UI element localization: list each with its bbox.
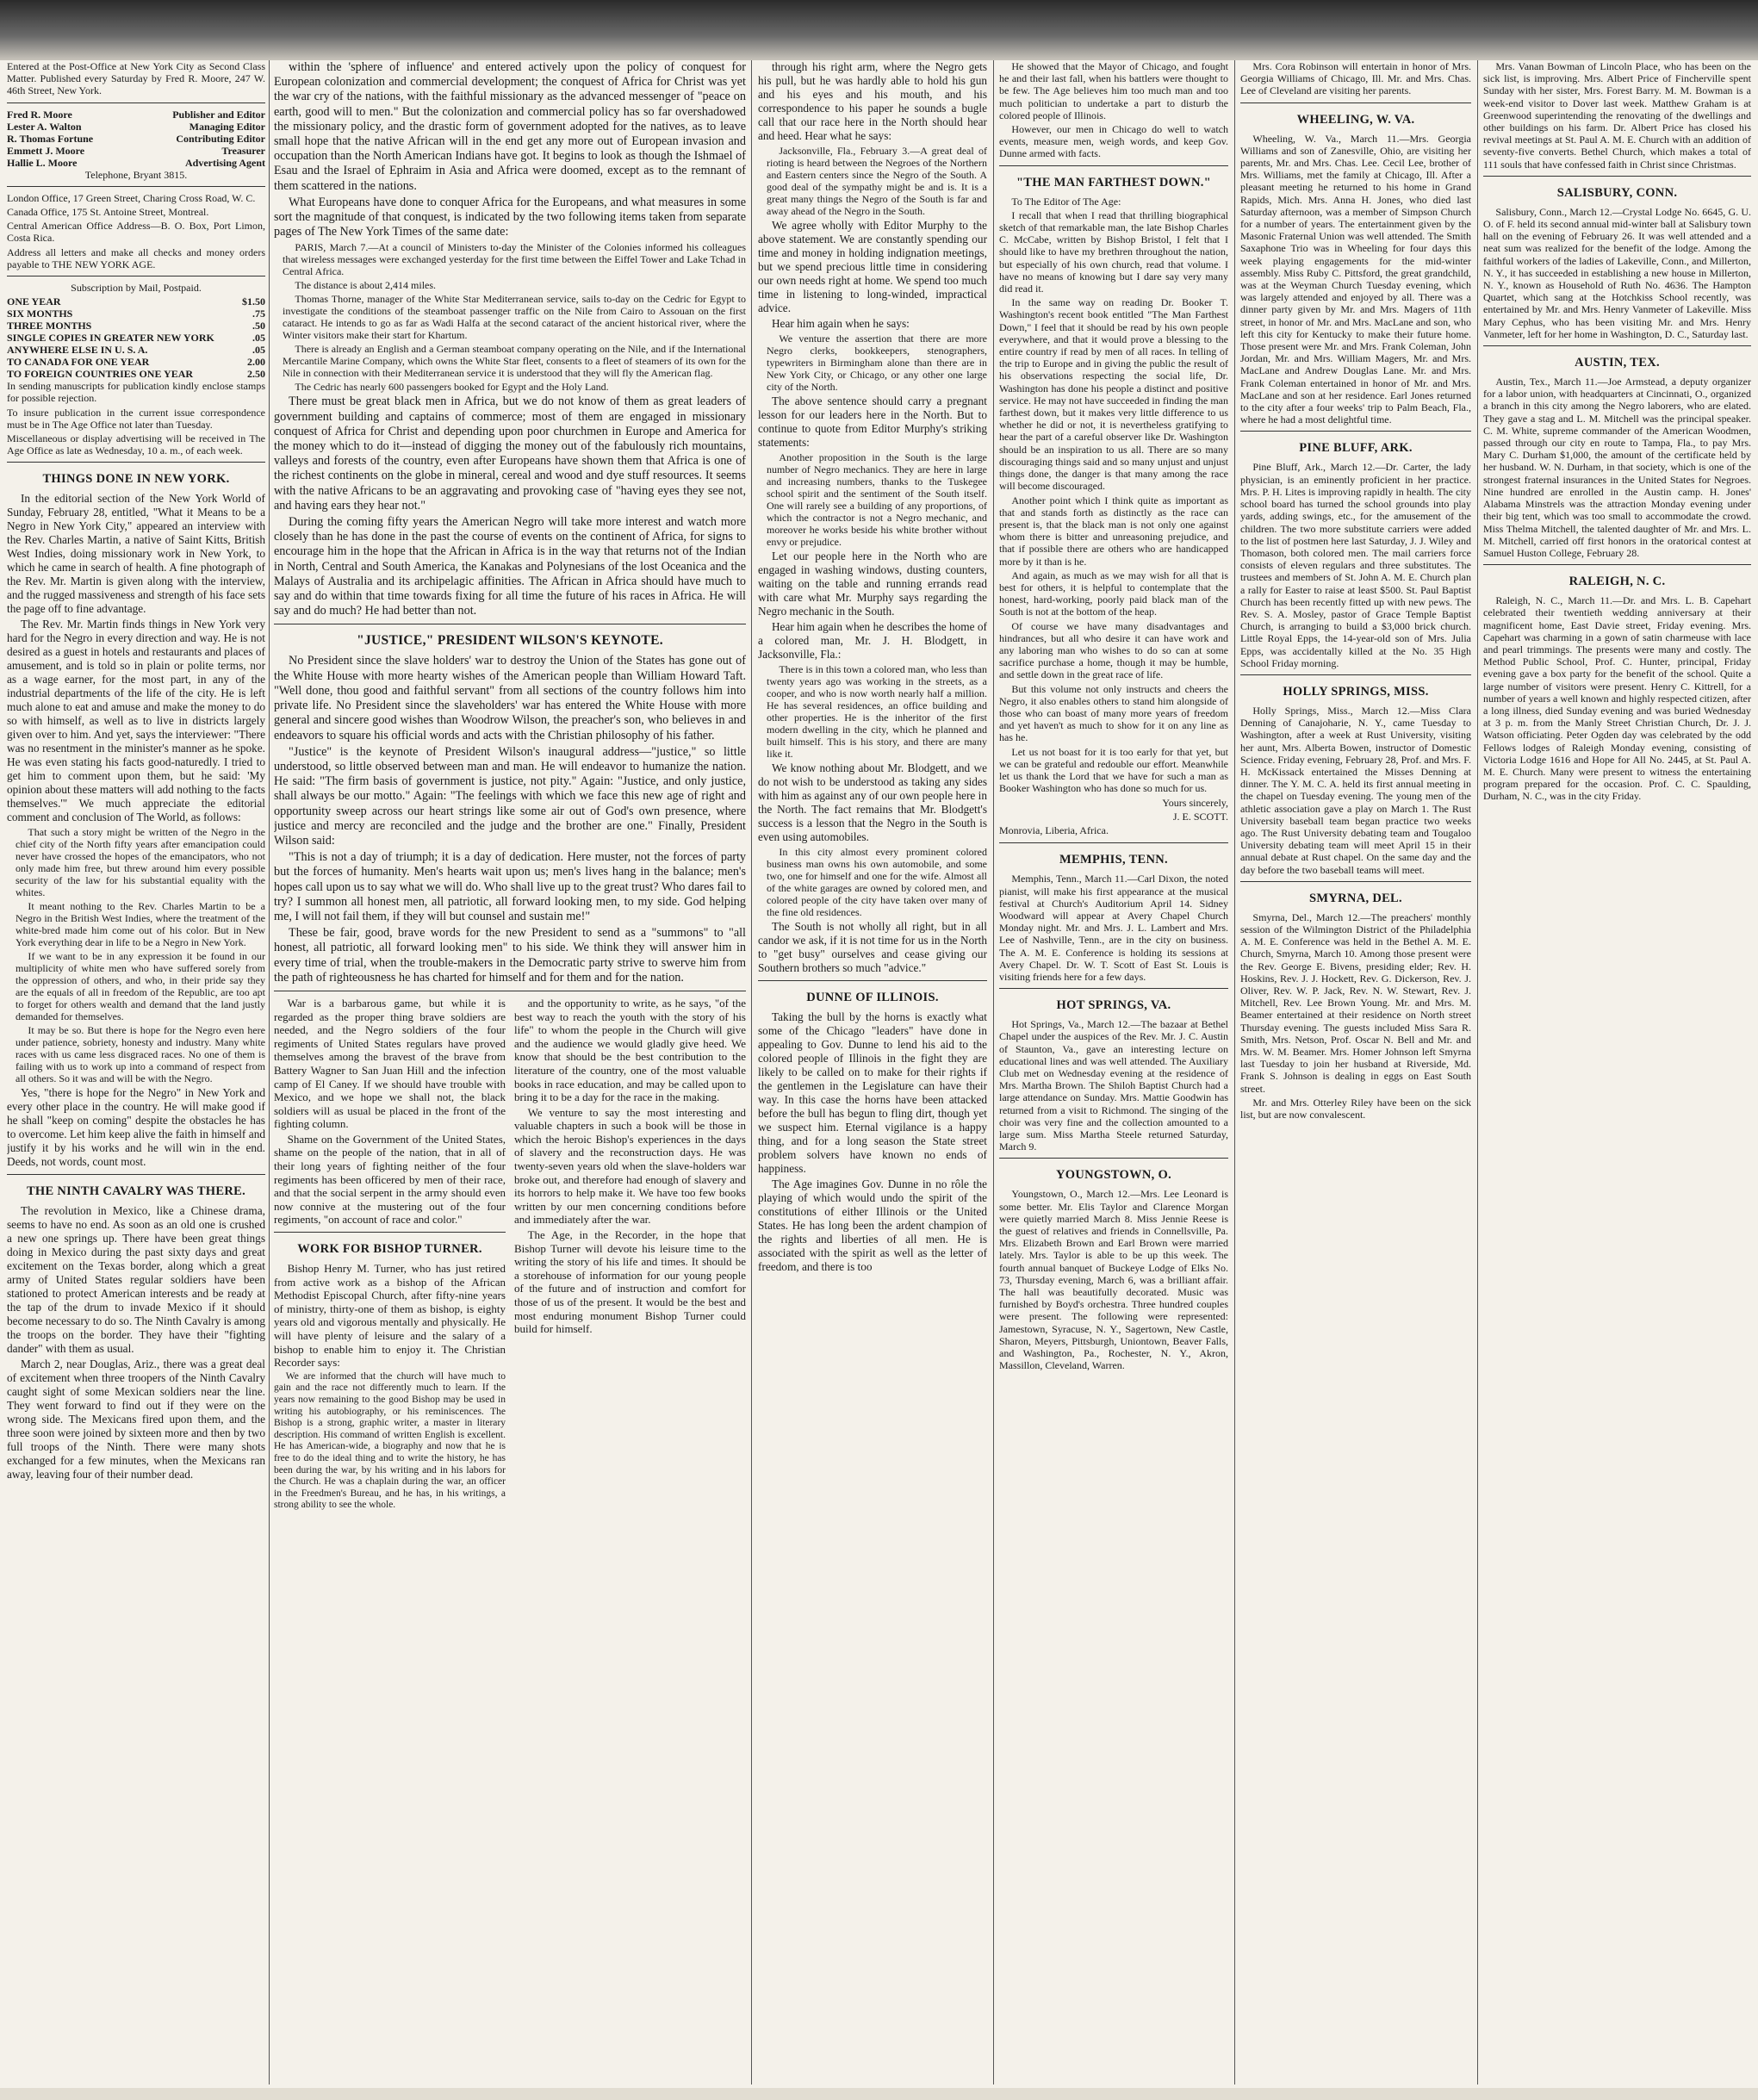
paragraph: Wheeling, W. Va., March 11.—Mrs. Georgia Williams and son of Zanesville, Ohio, are visiting her parents, Mr. and Mrs. Chas. Lee. Cecil Lee, brother of Mrs. Williams, met the family at Chicago, Ill. After a pleasant meeting he returned to his home in Grand Rapids, Mich. Mrs. Anna H. Jones, who died last Saturday afternoon, was a member of Simpson Church for a number of years. The entertainment given by the Masonic Fraternal Union was well attended. The Smith Saxaphone Trio was in Wheeling for four days this week playing engagements for the mid-winter assembly. Miss Ruby C. Pittsford, the great grandchild, was at the Weyman Church Tuesday evening, which was largely attended and enjoyed by all. There was a dinner party given by Mr. and Mrs. Magers of 11th street, in honor of Mr. and Mrs. MacLane and son, who left this city for Kentucky to make their future home. Those present were Mr. and Mrs. Frank Coleman, John Jordan, Mr. and Mrs. William Magers, Mr. and Mrs. MacLane and Andrew Douglas Lane. Mr. and Mrs. Frank Coleman entertained in honor of Mr. and Mrs. MacLane and son at her residence. Earl Jones returned to the city after a four weeks' trip to Palm Beach, Fla., where he had a most delightful time. (1240, 132, 1471, 426)
page-bottom-edge (0, 2088, 1758, 2100)
paragraph: The Age, in the Recorder, in the hope that Bishop Turner will devote his leisure time to the writing the story of his life and times. It should be a storehouse of information for our young people of the future and of instruction and comfort for those of us of the present. It would be the best and most enduring monument Bishop Turner could build for himself. (514, 1228, 746, 1336)
split-columns (274, 997, 746, 1513)
paragraph: The above sentence should carry a pregnant lesson for our leaders here in the North. But to continue to quote from Editor Murphy's striking statements: (758, 395, 987, 449)
column-rule (993, 60, 994, 2084)
quotation (274, 241, 746, 393)
rate-price: 2.00 (247, 356, 265, 369)
paragraph: During the coming fifty years the American Negro will take more interest and watch more closely than he has done in the past the course of events on the continent of Africa, for signs to encourage him in the hope that the African in Africa is in the way that returns not of the Indian in North, Central and South America, the Kanakas and Polynesians of the lost Oceanica and the Malays of Australia and its archipelagic affinities. The African in Africa should have much to say and do within that time towards fixing for all time the future of his races in Africa. He will say and do much? He had better than not. (274, 515, 746, 618)
masthead-note: In sending manuscripts for publication kindly enclose stamps for possible rejection. (7, 380, 265, 405)
quotation (758, 332, 987, 393)
paragraph: The South is not wholly all right, but in all candor we ask, if it is not time for us in the North to "get busy" ourselves and cease giving our Southern brothers so much "advice." (758, 920, 987, 974)
office-address: Central American Office Address—B. O. Box, Port Limon, Costa Rica. (7, 220, 265, 245)
masthead-entered: Entered at the Post-Office at New York City as Second Class Matter. Published every Saturday by Fred R. Moore, 247 W. 46th Street, New York. (7, 60, 265, 97)
column-rule (751, 60, 752, 2084)
divider (999, 1158, 1228, 1159)
office-address: London Office, 17 Green Street, Charing Cross Road, W. C. (7, 191, 256, 204)
column-rule (269, 60, 270, 2084)
column-1 (7, 60, 265, 2084)
rate-label: SIX MONTHS (7, 308, 73, 320)
paragraph: within the 'sphere of influence' and entered actively upon the policy of conquest for European colonization and commercial development; the conquest of Africa for Christ was yet the war cry of the nations, with the faithful missionary as the advanced messenger of "peace on earth, good will to men." But the colonization and commercial policy has so far overshadowed the missionary policy, and the drastic form of government adopted for the natives, as to leave small hope that the native African will in the end get any more out of European invasion and occupation than the North American Indians have got. It begins to look as though the Ishmael of Esau and the Israel of Ephraim in Asia and Africa were doomed, except as to the remnant of them scattered in the nations. (274, 60, 746, 193)
staff-name: Lester A. Walton (7, 120, 82, 133)
quotation (758, 451, 987, 548)
divider (999, 842, 1228, 843)
paragraph: Raleigh, N. C., March 11.—Dr. and Mrs. L. B. Capehart celebrated their twentieth wedding anniversary at their magnificent home, East Davie street, Friday evening. Mrs. Capehart was charming in a gown of satin charmeuse with lace and pearl trimmings. The presents were many and costly. The Method Public School, Prof. C. Hunter, principal, Friday evening gave a box party for the benefit of the school. Quite a large number of visitors were present. Henry C. Kittrell, for a number of years a well known and highly respected citizen, after a long illness, died Sunday evening and was buried Wednesday at 3 p. m. from the Manly Street Christian Church, Dr. J. J. Watson officiating. Peter Ogden day was celebrated by the odd Fellows lodges of Raleigh Monday evening, consisting of Victoria Lodge 1616 and Hope for All No. 2445, at St. Paul A. M. E. Church. Many were present to witness the entertaining program prepared for the occasion. Prof. C. C. Spaulding, Durham, N. C., was in the city Friday. (1483, 594, 1751, 803)
headline-holly-springs: HOLLY SPRINGS, MISS. (1283, 684, 1429, 699)
masthead-note: Miscellaneous or display advertising will be received in The Age Office as late as Wednesday, 10 a. m., of each week. (7, 432, 265, 457)
paragraph: Mr. and Mrs. Otterley Riley have been on the sick list, but are now convalescent. (1240, 1096, 1471, 1121)
paragraph: The Rev. Mr. Martin finds things in New York very hard for the Negro in every direction and way. He is not desired as a guest in hotels and restaurants and places of amusement, and is told so in plain or polite terms, nor as a wage earner, for the most part, in any of the industrial departments of the life of the city. He is left much alone to eat and amuse and make the money to do so with himself, as well as to live in districts largely given over to him. And yet, says the interviewer: "There was no resentment in the minister's manner as he spoke. He was even stating his facts good-naturedly. I tried to get him to comment upon them, but he said: 'My opinion about these matters will add nothing to the facts themselves.'" We much appreciate the editorial comment and conclusion of The World, as follows: (7, 618, 265, 824)
quote-paragraph: If we want to be in any expression it be found in our multiplicity of white men who have suffered sorely from the oppression of others, and who, in their pride say they are the equals of all in freedom of the Republic, are too apt to forget for others wealth and demand that the land justly demanded for themselves. (16, 950, 265, 1023)
divider (1483, 345, 1751, 346)
headline-justice: "JUSTICE," PRESIDENT WILSON'S KEYNOTE. (357, 633, 663, 649)
paragraph: In the editorial section of the New York World of Sunday, February 28, entitled, "What it Means to be a Negro in New York City," appeared an interview with the Rev. Charles Martin, a native of Saint Kitts, British West Indies, doing missionary work in New York, to which he came in search of health. A fine photograph of the Rev. Mr. Martin is given along with the interview, and the rugged massiveness and strength of his face sets the page off to fine advantage. (7, 492, 265, 616)
paragraph: What Europeans have done to conquer Africa for the Europeans, and what measures in some sort the magnitude of that conquest, is indicated by the two following items taken from separate pages of The New York Times of the same date: (274, 195, 746, 239)
paragraph: We know nothing about Mr. Blodgett, and we do not wish to be understood as taking any sides with him as against any of our own people here in the North. The fact remains that Mr. Blodgett's success is a lesson that the Negro in the South is even using automobiles. (758, 761, 987, 843)
headline-hot-springs: HOT SPRINGS, VA. (1056, 998, 1171, 1013)
headline-austin: AUSTIN, TEX. (1575, 356, 1660, 370)
office-address: Address all letters and make all checks and money orders payable to THE NEW YORK AGE. (7, 245, 265, 270)
rate-label: ONE YEAR (7, 295, 61, 308)
divider (274, 1232, 506, 1233)
headline-dunne: DUNNE OF ILLINOIS. (806, 991, 939, 1004)
paragraph: However, our men in Chicago do well to watch events, measure men, weigh words, and keep Gov. Dunne armed with facts. (999, 123, 1228, 160)
rate-label: SINGLE COPIES IN GREATER NEW YORK (7, 332, 214, 345)
quotation (7, 826, 265, 1084)
staff-row (7, 157, 265, 169)
paragraph: We are informed that the church will have much to gain and the race not differently much to learn. If the years now remaining to the good Bishop may be used in writing his autobiography, or his reminiscences. The Bishop is a strong, graphic writer, a master in literary description. His command of written English is excellent. He has American-wide, a biography and now that he is free to do the ideal thing and to write the history, he has been during the war, by his writing and in his labors for the Church. He was a chaplain during the war, an officer in the Freedmen's Bureau, and he has, in his writings, a strong ability to see the whole. (274, 1370, 506, 1511)
headline-salisbury: SALISBURY, CONN. (1556, 185, 1678, 200)
quote-paragraph: That such a story might be written of the Negro in the chief city of the North fifty years after emancipation could never have crossed the hopes of the emancipators, who not only made him free, but threw around him every possible security of the law for his substantial equality with the whites. (16, 826, 265, 899)
paragraph: Let us not boast for it is too early for that yet, but we can be grateful and redouble our effort. Meanwhile let us thank the Lord that we have for such a man as Booker Washington who has done so much for us. (999, 745, 1228, 795)
headline-memphis: MEMPHIS, TENN. (1059, 853, 1168, 867)
divider (1240, 431, 1471, 432)
quote-paragraph: Jacksonville, Fla., February 3.—A great deal of rioting is heard between the Negroes of the Northern and Eastern centers since the Negro of the South. A good deal of the sympathy might be and is. It is a great many things the Negro of the South is far and away ahead of the Negro in the South. (767, 145, 987, 217)
quote-paragraph: The Cedric has nearly 600 passengers booked for Egypt and the Holy Land. (295, 381, 609, 394)
rate-row (7, 344, 265, 356)
paragraph: Pine Bluff, Ark., March 12.—Dr. Carter, the lady physician, is an eminently proficient in her practice. Mrs. P. H. Lites is improving rapidly in health. The city school board has turned the school grounds into play yards, adding swings, etc., for the amusement of the children. The two more substitute carriers were added to the list of postmen here last Saturday, J. J. Wiley and Thomason, both colored men. The mail carriers force consists of eleven regulars and three substitutes. The trustees and members of St. John A. M. E. Church plan a rally for Easter to raise at least $500. St. Paul Baptist Church has been recently fitted up with new pews. The Rev. S. A. Mosley, pastor of Grace Temple Baptist Church, is arranging to build a $3,000 brick church. Little Royal Epps, the 14-year-old son of Mrs. Julia Epps, was accidentally killed at the No. 35 High School Friday morning. (1240, 461, 1471, 669)
column-2 (274, 60, 746, 2084)
paragraph: Salisbury, Conn., March 12.—Crystal Lodge No. 6645, G. U. O. of F. held its second annual mid-winter ball at Salisbury town hall on the evening of February 26. It was well attended and a neat sum was realized for the benefit of the lodge. Among the faithful workers of the ladies of Lakeville, Conn., and Millerton, N. Y., it has succeeded in establishing a new house in Millerton, N. Y., known as Household of Ruth No. 4636. The Hampton Quartet, which sang at the Hotchkiss School recently, was entertained by Mr. and Mrs. Henry Vanmeter of Lakeville. Miss Mary Cephus, who has been visiting Mr. and Mrs. Henry Vanmeter, left for her home in Washington, D. C., Saturday last. (1483, 205, 1751, 340)
paragraph: We venture to say the most interesting and valuable chapters in such a book will be those in which the heroic Bishop's experiences in the days of slavery and the reconstruction days. He was twenty-seven years old when the slave-holders war broke out, and therefore had enough of slavery and its horrors to help make it. We have too few books written by our men concerning conditions before and immediately after the war. (514, 1105, 746, 1227)
paragraph: Youngstown, O., March 12.—Mrs. Lee Leonard is some better. Mr. Elis Taylor and Clarence Morgan were quietly married March 8. Miss Jennie Reese is the guest of relatives and friends in Connellsville, Pa. Mrs. Elizabeth Brown and Earl Brown were married lately. Mrs. Taylor is able to be up this week. The fourth annual banquet of Buckeye Lodge of Elks No. 73, Thursday evening, March 6, was a brilliant affair. The hall was beautifully decorated. Music was furnished by Boyd's orchestra. Three hundred couples were present. The following were represented: Jamestown, Syracuse, N. Y., Sagertown, New Castle, Sharon, Meyers, Pittsburgh, Uniontown, Beaver Falls, and Washington, Pa., Rochester, N. Y., Akron, Massillon, Cleveland, Warren. (999, 1188, 1228, 1372)
headline-man-farthest-down: "THE MAN FARTHEST DOWN." (1016, 175, 1212, 189)
paragraph: We agree wholly with Editor Murphy to the above statement. We are constantly spending our time and money in holding indignation meetings, but we spend precious little time in considering our own needs right at home. We spend too much time in listening to long-winded, impractical advice. (758, 219, 987, 314)
paragraph: He showed that the Mayor of Chicago, and fought he and their last fall, when his battlers were thought to be few. The Age believes him too much man and too much politician to undertake a part to disturb the colored people of Illinois. (999, 60, 1228, 121)
paragraph: Bishop Henry M. Turner, who has just retired from active work as a bishop of the African Methodist Episcopal Church, after fifty-nine years of ministry, thirty-one of them as bishop, is eighty years old and vigorous mentally and physically. He will have plenty of leisure and the salary of a bishop to enable him to enjoy it. The Christian Recorder says: (274, 1262, 506, 1370)
quote-paragraph: In this city almost every prominent colored business man owns his own automobile, and some two, one for himself and one for the wife. Almost all of the white garages are owned by colored men, and colored people of the city have taken over many of the fine old residences. (767, 846, 987, 918)
subscription-title: Subscription by Mail, Postpaid. (71, 282, 202, 295)
paragraph: Of course we have many disadvantages and hindrances, but all who desire it can have work and any laboring man who wishes to do so can at some sacrifice purchase a home, though it may be humble, and settle down in the great race of life. (999, 619, 1228, 681)
column-3 (758, 60, 987, 2084)
divider (758, 980, 987, 981)
rate-price: .05 (252, 332, 265, 345)
quote-paragraph: We venture the assertion that there are more Negro clerks, bookkeepers, stenographers, typewriters in Birmingham alone than there are in New York City, or Chicago, or any other one large city of the North. (767, 332, 987, 393)
paragraph: Holly Springs, Miss., March 12.—Miss Clara Denning of Canajoharie, N. Y., came Tuesday to Washington, after a week at Rust University, visiting her aunt, Mrs. Alberta Bowen, instructor of Domestic Science. Friday evening, February 28, Prof. and Mrs. F. H. McKissack entertained the Misses Denning at dinner. The Y. M. C. A. held its first annual meeting in the chapel on Tuesday evening. The young men of the athletic association gave a play on March 1. The Rust University baseball team began practice two weeks ago. The Rust University debating team and Tougaloo University debating team will meet April 15 in their annual debate at Rust chapel. On the same day and the day before the two baseball teams will meet. (1240, 704, 1471, 876)
paragraph: Mrs. Vanan Bowman of Lincoln Place, who has been on the sick list, is improving. Mrs. Albert Price of Fincherville spent Sunday with her sister, Mrs. Forest Barry. M. M. Bowman is a week-end visitor to Dover last week. Matthew Graham is at Greenwood superintending the renovating of the dwellings and other buildings on his farm. Dr. Albert Price has closed his revival meetings at St. Paul A. M. E. Church with an addition of seventy-five converts. Bethel Church, which makes a total of 111 souls that have confessed faith in Christ since Christmas. (1483, 60, 1751, 171)
paragraph: In the same way on reading Dr. Booker T. Washington's recent book entitled "The Man Farthest Down," I feel that it should be read by his own people everywhere, and that it would prove a blessing to the entire country if read by men of all races. In telling of the trip to Europe and in giving the public the result of his observations respecting the social life, Dr. Washington has done his people a distinct and positive service. He may not have succeeded in finding the man farthest down, but it makes very little difference to us whether he did or not, it is nevertheless gratifying to hear the part of a careful observer like Dr. Washington should be an inspiration to us all. There are so many discouraging things said and so many unjust and unjust things done, the danger is that many among the race will become discouraged. (999, 296, 1228, 493)
paragraph: To The Editor of The Age: (1011, 195, 1121, 208)
paragraph: Smyrna, Del., March 12.—The preachers' monthly session of the Wilmington District of the Philadelphia A. M. E. Conference was held in the Bethel A. M. E. Church, Smyrna, March 10. Among those present were the Rev. George E. Bivens, presiding elder; Rev. H. Hoskins, Rev. J. J. Hockett, Rev. G. Dickerson, Rev. J. Oliver, Rev. W. P. Jack, Rev. N. W. Stewart, Rev. J. Mitchell, Rev. Lee Brown Young. Mr. and Mrs. M. Beamer entertained at their residence on North street Thursday evening. The guests included Miss Sara R. Smith, Mrs. Netson, Prof. Oscar N. Bell and Mr. and Mrs. W. M. Beamer. Mrs. Homer Johnson left Smyrna last Tuesday to join her husband at Riverside, Md. Frank S. Johnson is dealing in eggs on East South street. (1240, 910, 1471, 1095)
staff-role: Contributing Editor (176, 132, 265, 145)
divider (1240, 881, 1471, 882)
quote-paragraph: PARIS, March 7.—At a council of Ministers to-day the Minister of the Colonies informed his colleagues that wireless messages were exchanged yesterday for the first time between the Eiffel Tower and Lake Tchad in Central Africa. (283, 241, 746, 278)
divider (7, 462, 265, 463)
headline-ninth-cavalry: THE NINTH CAVALRY WAS THERE. (26, 1184, 246, 1199)
staff-name: Hallie L. Moore (7, 156, 78, 169)
paragraph: Shame on the Government of the United States, shame on the people of the nation, that in all of their long years of fighting neither of the four regiments has been officered by men of their race, and that the social serpent in the army should even now connive at the mustering out of the four regiments, "on account of race and color." (274, 1132, 506, 1227)
divider (1240, 674, 1471, 675)
rate-row (7, 308, 265, 320)
divider (999, 165, 1228, 166)
column-rule (1234, 60, 1235, 2084)
staff-row (7, 121, 265, 133)
quote-paragraph: There is already an English and a German steamboat company operating on the Nile, and if the International Mercantile Marine Company, which owns the White Star fleet, consents to a fleet of steamers of its own for the Nile in connection with their Mediterranean service it is understood that they will fly the American flag. (283, 343, 746, 380)
divider (7, 186, 265, 187)
rate-price: 2.50 (247, 368, 265, 381)
paragraph: Austin, Tex., March 11.—Joe Armstead, a deputy organizer for a labor union, with headquarters at Cincinnati, O., organized a branch in this city among the Negro laborers, who are elated. They gave a stag and L. M. Mitchell was the principal speaker. C. M. White, supreme commander of the American Woodmen, passed through our city en route to Tampa, Fla., to pay Mrs. Mary C. Durham $1,000, the amount of the certificate held by her husband. W. N. Durham, in that society, which is one of the strongest fraternal insurances in the United States for Negroes. Nine hundred are enrolled in the Austin camp. H. Jones' Alabama Minstrels was the attraction Monday evening under their big tent, which was too small to accommodate the crowd. Miss Thelma Mitchell, the talented daughter of Mr. and Mrs. L. M. Mitchell, carried off first honors in the oratorical contest at Samuel Huston College, February 28. (1483, 376, 1751, 559)
office-address: Canada Office, 175 St. Antoine Street, Montreal. (7, 206, 209, 219)
staff-row (7, 133, 265, 145)
masthead (7, 60, 265, 457)
quote-paragraph: It may be so. But there is hope for the Negro even here under patience, sobriety, honesty and industry. Many white races with us came less disgraced races. No one of them is failing with us to work up into a command of respect from all others. So it was and will be with the Negro. (16, 1024, 265, 1085)
paragraph: Taking the bull by the horns is exactly what some of the Chicago "leaders" have done in appealing to Gov. Dunne to lend his aid to the colored people of Illinois in the fight they are likely to be called on to make for their rights if the gentlemen in the Legislature can have their way. In this case the horns have been attacked before the bull has begun to fling dirt, though yet we suspect him. Eternal vigilance is a happy thing, and for a long season the State street problem solvers have known no ends of happiness. (758, 1010, 987, 1175)
headline-smyrna: SMYRNA, DEL. (1309, 891, 1402, 905)
divider (1483, 176, 1751, 177)
paragraph: and the opportunity to write, as he says, "of the best way to reach the youth with the story of his life" to whom the people in the Church will give and the audience we would gladly give heed. We know that should be the best contribution to the literature of the country, one of the most valuable books in race education, and may be called upon to bring it to be a day for the race in the making. (514, 996, 746, 1104)
quotation (758, 846, 987, 918)
paragraph: "This is not a day of triumph; it is a day of dedication. Here muster, not the forces of party but the forces of humanity. Men's hearts wait upon us; men's lives hang in the balance; men's hopes call upon us to say what we will do. Who shall live up to the great trust? Who dares fail to try? I summon all honest men, all patriotic, all forward looking men, to my side. God helping me, I will not fail them, if they will but counsel and sustain me!" (274, 850, 746, 923)
staff-name: Emmett J. Moore (7, 144, 85, 157)
staff-role: Treasurer (221, 144, 265, 157)
paragraph: No President since the slave holders' war to destroy the Union of the States has gone out of the White House with more hearty wishes of the American people than William Howard Taft. "Well done, thou good and faithful servant" from all sections of the country follows him into private life. No President since the slaveholders' war has entered the White House with more general and sincere good wishes than Woodrow Wilson, the preacher's son, who believes in and endeavors to square his official words and acts with the Christian philosophy of his father. (274, 654, 746, 742)
paragraph: Memphis, Tenn., March 11.—Carl Dixon, the noted pianist, will make his first appearance at the musical festival at Church's Auditorium April 14. Sidney Woodward will appear at Avery Chapel Church Monday night. Mr. and Mrs. J. L. Lambert and Mrs. Lee of Nashville, Tenn., are in the city on business. The A. M. E. Conference is holding its sessions at Avery Chapel. Dr. W. T. Scott of East St. Louis is visiting friends here for a few days. (999, 873, 1228, 983)
staff-row (7, 109, 265, 121)
paragraph: Hear him again when he describes the home of a colored man, Mr. J. H. Blodgett, in Jacksonville, Fla.: (758, 620, 987, 661)
rate-row (7, 320, 265, 332)
page-top-shadow (0, 0, 1758, 60)
headline-new-york: THINGS DONE IN NEW YORK. (42, 472, 230, 487)
paragraph: Yes, "there is hope for the Negro" in New York and every other place in the country. He will make good if he shall "keep on coming" despite the obstacles he has to overcome. Let him keep alive the faith in himself and justify it by his works and he will win in the end. Deeds, not words, count most. (7, 1086, 265, 1169)
paragraph: The revolution in Mexico, like a Chinese drama, seems to have no end. As soon as an old one is crushed a new one springs up. There have been great things doing in Mexico during the past sixty days and great excitement on the Texas border, along which a great army of United States regular soldiers have been stationed to protect American interests and be ready at the tap of the drum to invade Mexico if it should become necessary to do so. The Ninth Cavalry is among the troops on the border. They have their "fighting dander" with them as usual. (7, 1204, 265, 1356)
column-6 (1483, 60, 1751, 2084)
column-rule (1477, 60, 1478, 2084)
rate-label: THREE MONTHS (7, 320, 92, 332)
column-5 (1240, 60, 1471, 2084)
rate-price: .75 (252, 308, 265, 320)
paragraph: through his right arm, where the Negro gets his pull, but he was hardly able to hold his gun and his eyes and his mouth, and his correspondence to his paper he sounds a bugle call that our race here in the North should hear and heed. Hear what he says: (758, 60, 987, 142)
staff-role: Managing Editor (189, 120, 265, 133)
rate-label: TO FOREIGN COUNTRIES ONE YEAR (7, 368, 194, 381)
rate-label: TO CANADA FOR ONE YEAR (7, 356, 150, 369)
paragraph: There must be great black men in Africa, but we do not know of them as great leaders of government building and captains of commerce; most of them are engaged in missionary conquest of Africa for Christ and depending upon poor churchmen in Europe and America for the money which to do it—instead of digging the money out of the fabulously rich mountains, valleys and forests of the country, even after Europeans have shown them that Africa is one of the richest continents on the globe in mineral, cereal and wood and dye stuff resources. It seems with the native Africans to be an aggravating and provoking case of "having eyes they see not, and having ears they hear not." (274, 395, 746, 513)
quotation (758, 145, 987, 217)
signature-place: Monrovia, Liberia, Africa. (999, 824, 1109, 837)
paragraph: These be fair, good, brave words for the new President to send as a "summons" to "all honest, all patriotic, all forward looking men" to his side. We think they will answer him in every time of trial, when the trouble-makers in the Democratic party strive to swerve him from the path of righteousness he has charted for himself and for them and for the nation. (274, 926, 746, 985)
masthead-note: To insure publication in the current issue correspondence must be in The Age Office not later than Tuesday. (7, 406, 265, 431)
paragraph: The Age imagines Gov. Dunne in no rôle the playing of which would undo the spirit of the constitutions of either Illinois or the United States. He has long been the ardent champion of the rights and liberties of all men. He is associated with the spirit as well as the letter of freedom, and there is too (758, 1177, 987, 1273)
rate-label: ANYWHERE ELSE IN U. S. A. (7, 344, 148, 357)
headline-raleigh: RALEIGH, N. C. (1569, 575, 1666, 589)
paragraph: Another point which I think quite as important as that and stands forth as distinctly as the race can present is, that the black man is not only one against whom there is bitter and unreasoning prejudice, and that if possible there are others who are handicapped more by it than is he. (999, 494, 1228, 568)
paragraph: War is a barbarous game, but while it is regarded as the proper thing brave soldiers are needed, and the Negro soldiers of the four regiments of United States regulars have proved themselves among the bravest of the brave from Battery Wagner to San Juan Hill and the infection camp of El Caney. If we should have trouble with Mexico, and we hope we shall not, the black soldiers will as usual be placed in the front of the fighting column. (274, 996, 506, 1131)
paragraph: Mrs. Cora Robinson will entertain in honor of Mrs. Georgia Williams of Chicago, Ill. Mr. and Mrs. Chas. Lee of Cleveland are visiting her parents. (1240, 60, 1471, 97)
rate-price: .50 (252, 320, 265, 332)
telephone: Telephone, Bryant 3815. (84, 168, 188, 181)
quote-paragraph: Thomas Thorne, manager of the White Star Mediterranean service, sails to-day on the Cedric for Egypt to investigate the conditions of the steamboat passenger traffic on the Nile from Cairo to Assouan on the first cataract. He intends to go as far as Wadi Halfa at the second cataract of the ancient historical river, where the Winter visitors make their start for Khartum. (283, 293, 746, 342)
headline-youngstown: YOUNGSTOWN, O. (1055, 1168, 1172, 1183)
column-4 (999, 60, 1228, 2084)
paragraph: Let our people here in the North who are engaged in washing windows, dusting counters, waiting on the table and running errands read with care what Mr. Murphy says regarding the Negro mechanic in the South. (758, 550, 987, 618)
signature-name: J. E. SCOTT. (1172, 811, 1228, 823)
paragraph: Hot Springs, Va., March 12.—The bazaar at Bethel Chapel under the auspices of the Rev. Mr. J. C. Austin of Staunton, Va., gave an interesting lecture on educational lines and was well attended. The Auxiliary Club met on Wednesday evening at the residence of Mrs. Martha Brown. The Shiloh Baptist Church had a large attendance on Sunday. Mrs. Mattie Goodwin has returned from a visit to Richmond. The singing of the choir was very fine and the collection amounted to a large sum. Miss Martha Steele returned Saturday, March 9. (999, 1018, 1228, 1153)
quote-paragraph: It meant nothing to the Rev. Charles Martin to be a Negro in the British West Indies, where the treatment of the white-bred made him come out of his color. But in New York everything dear in life to be a Negro in New York. (16, 900, 265, 949)
paragraph: And again, as much as we may wish for all that is best for others, it is helpful to contemplate that the honest, hard-working, poorly paid black man of the South is not at the bottom of the heap. (999, 568, 1228, 618)
headline-wheeling: WHEELING, W. VA. (1296, 112, 1415, 127)
staff-name: R. Thomas Fortune (7, 132, 94, 145)
paragraph: But this volume not only instructs and cheers the Negro, it also enables others to stand him alongside of those who can boast of many more years of freedom and yet haven't as much to show for it on any line as has he. (999, 682, 1228, 744)
rate-price: $1.50 (242, 295, 265, 308)
rate-row (7, 368, 265, 380)
paragraph: I recall that when I read that thrilling biographical sketch of that remarkable man, the late Bishop Charles C. McCabe, written by Bishop Bristol, I felt that I should like to have my brethren throughout the nation, but especially of his own church, read that volume. I have no means of knowing but I dare say very many did read it. (999, 208, 1228, 295)
headline-bishop-turner: WORK FOR BISHOP TURNER. (297, 1242, 482, 1257)
rate-row (7, 295, 265, 308)
rate-row (7, 356, 265, 368)
quote-paragraph: There is in this town a colored man, who less than twenty years ago was working in the streets, as a cooper, and who is now worth nearly half a million. He has several residences, an office building and other properties. He is the inheritor of the first modern dwelling in the city, which he planned and built himself. This is his story, and there are many like it. (767, 663, 987, 760)
paragraph: Hear him again when he says: (771, 317, 910, 330)
staff-role: Publisher and Editor (172, 108, 265, 121)
quote-paragraph: The distance is about 2,414 miles. (295, 279, 437, 292)
rate-price: .05 (252, 344, 265, 357)
subcolumn-left (274, 997, 506, 1513)
staff-row (7, 145, 265, 157)
subcolumn-right (514, 997, 746, 1513)
rate-row (7, 332, 265, 344)
quotation (758, 663, 987, 760)
signature-close: Yours sincerely, (1162, 797, 1228, 810)
paragraph: March 2, near Douglas, Ariz., there was a great deal of excitement when three troopers of the Ninth Cavalry caught sight of some Mexican soldiers near the line. They went forward to find out if they were on the wrong side. The Mexicans fired upon them, and the three soon were joined by sixteen more and then by two full troops of the Ninth. There were many shots exchanged for a few minutes, when the Mexicans ran away, leaving four of their number dead. (7, 1358, 265, 1482)
divider (7, 1174, 265, 1175)
staff-name: Fred R. Moore (7, 108, 72, 121)
headline-pine-bluff: PINE BLUFF, ARK. (1299, 441, 1413, 456)
quote-paragraph: Another proposition in the South is the large number of Negro mechanics. They are here in large and increasing numbers, thanks to the Tuskegee school spirit and the sentiment of the South itself. One will rarely see a building of any proportions, of which the contractor is not a Negro mechanic, and moreover he works beside his white brother without envy or prejudice. (767, 451, 987, 548)
divider (1483, 564, 1751, 565)
staff-role: Advertising Agent (185, 156, 265, 169)
paragraph: "Justice" is the keynote of President Wilson's inaugural address—"justice," so little understood, so little observed between man and man. He will endeavor to humanize the nation. He said: "The firm basis of government is justice, not pity." Again: "Justice, and only justice, shall always be our motto." Again: "The feelings with which we face this new age of right and opportunity sweep across our heart strings like some air out of God's own presence, where justice and mercy are reconciled and the judge and the brother are one." Finally, President Wilson said: (274, 744, 746, 848)
divider (999, 988, 1228, 989)
